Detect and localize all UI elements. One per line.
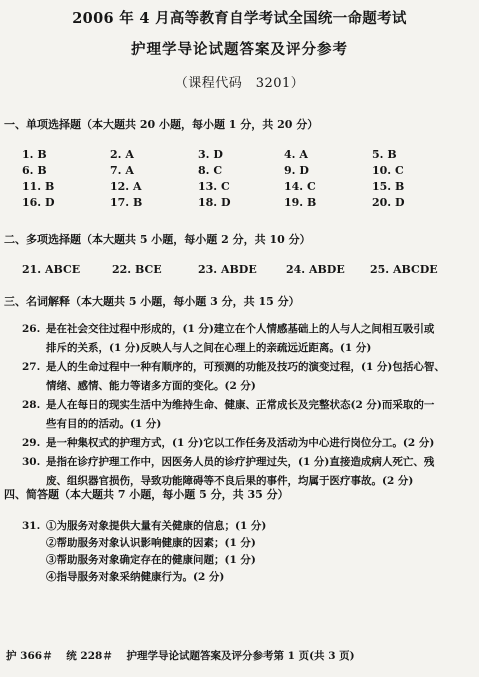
answer-item: 7. A [110, 164, 134, 177]
answer-item: 15. B [372, 180, 405, 193]
answer-text: 是在社会交往过程中形成的，(1 分)建立在个人情感基础上的人与人之间相互吸引或 [46, 323, 435, 335]
section-heading-multi-choice: 二、多项选择题（本大题共 5 小题，每小题 2 分，共 10 分） [4, 233, 311, 246]
answer-point: ④指导服务对象采纳健康行为。(2 分) [46, 571, 225, 583]
exam-title: 2006 年 4 月高等教育自学考试全国统一命题考试 [72, 10, 407, 27]
answer-item: 1. B [22, 148, 47, 161]
definition-27 [22, 358, 472, 377]
page-footer [6, 648, 365, 663]
answer-item: 14. C [284, 180, 316, 193]
answer-text: 是人的生命过程中一种有顺序的，可预测的功能及技巧的演变过程，(1 分)包括心智、 [46, 361, 445, 373]
answer-item: 25. ABCDE [370, 263, 438, 276]
definition-26 [22, 320, 472, 339]
section-heading-single-choice: 一、单项选择题（本大题共 20 小题，每小题 1 分，共 20 分） [4, 118, 319, 131]
answer-item: 8. C [198, 164, 223, 177]
answer-item: 4. A [284, 148, 308, 161]
footer-page-info: 护理学导论试题答案及评分参考第 1 页(共 3 页) [126, 650, 355, 662]
answer-item: 17. B [110, 196, 143, 209]
single-choice-answers [22, 148, 462, 218]
section-heading-definitions: 三、名词解释（本大题共 5 小题，每小题 3 分，共 15 分） [4, 295, 300, 308]
definition-answers [22, 320, 472, 491]
answer-item: 23. ABDE [198, 263, 257, 276]
answer-item: 6. B [22, 164, 47, 177]
definition-29 [22, 434, 472, 453]
multi-choice-answers [22, 263, 462, 279]
answer-item: 9. D [284, 164, 309, 177]
answer-item: 22. BCE [112, 263, 162, 276]
answer-point: ②帮助服务对象认识影响健康的因素；(1 分) [46, 537, 256, 549]
answer-item: 19. B [284, 196, 317, 209]
question-number: 26. [22, 323, 41, 335]
definition-28 [22, 396, 472, 415]
course-code: （课程代码 3201） [174, 76, 305, 91]
answer-point: ③帮助服务对象确定存在的健康问题；(1 分) [46, 554, 256, 566]
document-subtitle: 护理学导论试题答案及评分参考 [131, 41, 348, 58]
answer-item: 3. D [198, 148, 223, 161]
section-heading-short-answer: 四、简答题（本大题共 7 小题，每小题 5 分，共 35 分） [4, 488, 289, 501]
answer-item: 16. D [22, 196, 55, 209]
answer-point: ①为服务对象提供大量有关健康的信息；(1 分) [46, 520, 267, 532]
question-number: 31. [22, 520, 41, 532]
question-number: 27. [22, 361, 41, 373]
answer-text: 是人在每日的现实生活中为维持生命、健康、正常成长及完整状态(2 分)而采取的一 [46, 399, 435, 411]
answer-text: 是指在诊疗护理工作中，因医务人员的诊疗护理过失，(1 分)直接造成病人死亡、残 [46, 456, 435, 468]
answer-text: 情绪、感情、能力等诸多方面的变化。(2 分) [46, 380, 256, 392]
question-number: 29. [22, 437, 41, 449]
answer-item: 12. A [110, 180, 142, 193]
answer-item: 5. B [372, 148, 397, 161]
question-number: 30. [22, 456, 41, 468]
question-number: 28. [22, 399, 41, 411]
footer-code: 护 366＃ [6, 650, 53, 662]
answer-text: 些有目的的活动。(1 分) [46, 418, 162, 430]
answer-item: 20. D [372, 196, 405, 209]
short-answer-31 [22, 518, 472, 586]
answer-item: 18. D [198, 196, 231, 209]
answer-text: 是一种集权式的护理方式，(1 分)它以工作任务及活动为中心进行岗位分工。(2 分) [46, 437, 435, 449]
footer-code: 统 228＃ [66, 650, 113, 662]
answer-item: 24. ABDE [286, 263, 345, 276]
answer-text: 废、组织器官损伤，导致功能障碍等不良后果的事件，均属于医疗事故。(2 分) [46, 475, 414, 487]
answer-item: 11. B [22, 180, 55, 193]
answer-item: 13. C [198, 180, 230, 193]
answer-item: 10. C [372, 164, 404, 177]
answer-item: 2. A [110, 148, 134, 161]
definition-30 [22, 453, 472, 472]
answer-text: 排斥的关系，(1 分)反映人与人之间在心理上的亲疏远近距离。(1 分) [46, 342, 372, 354]
answer-item: 21. ABCE [22, 263, 81, 276]
